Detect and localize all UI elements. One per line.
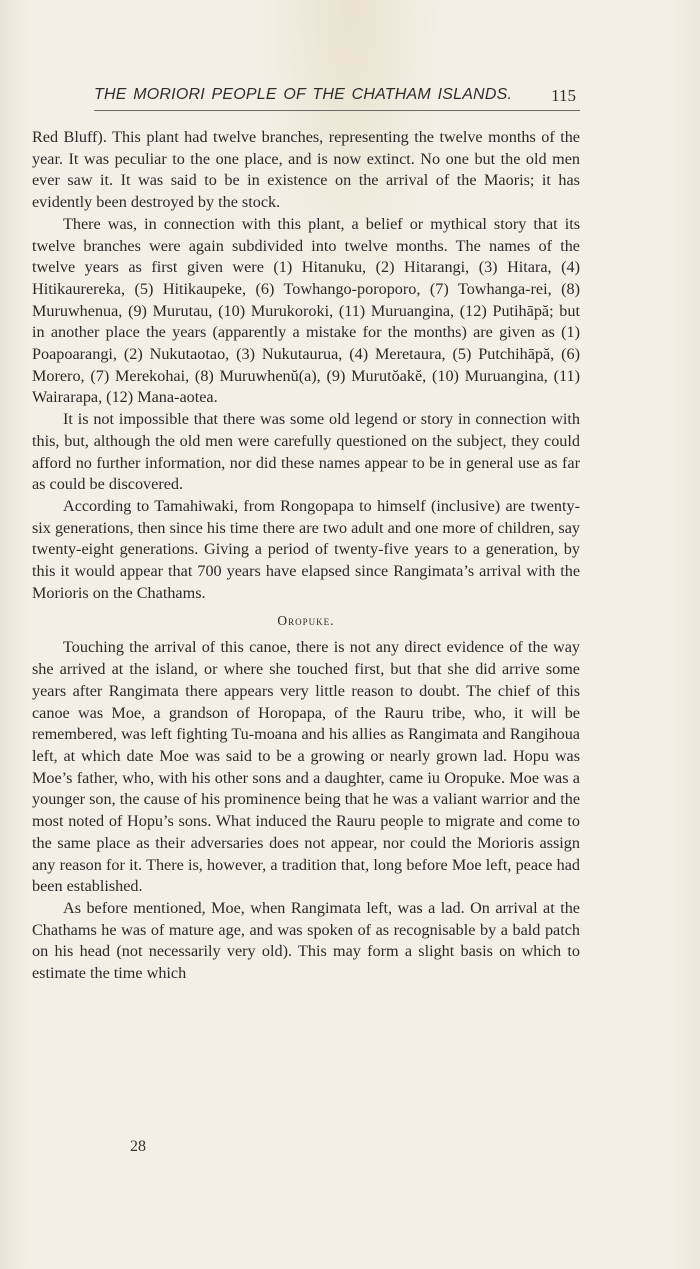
paragraph: There was, in connection with this plant, a belief or mythical story that its twelve branches were again subdivided into twelve months. The names of the twelve years as first given were (1) Hitanuku, (2) Hitarangi, (3) Hitara, (4) Hitikaurereka, (5) Hitikaupeke, (6) Towhango-poroporo, (7) Towhanga-rei, (8) Muruwhenua, (9) Murutau, (10) Murukoroki, (11) Muruangina, (12) Putihāpă; but in another place the years (apparently a mistake for the months) are given as (1) Poapoarangi, (2) Nukutaotao, (3) Nukutaurua, (4) Meretaura, (5) Putchihāpă, (6) Morero, (7) Merekohai, (8) Muruwhenŭ(a), (9) Murutŏakĕ, (10) Muruangina, (11) Wairarapa, (12) Mana-aotea. xyxy=(32,214,580,407)
paragraph: As before mentioned, Moe, when Rangimata left, was a lad. On arrival at the Chathams he was of mature age, and was spoken of as recognisable by a bald patch on his head (not necessarily very old). This may form a slight basis on which to estimate the time which xyxy=(32,898,580,983)
page-number: 115 xyxy=(551,86,576,105)
paragraph: It is not impossible that there was some old legend or story in connection with this, but, although the old men were carefully questioned on the subject, they could afford no further information, nor did these names appear to be in general use as far as could be discovered. xyxy=(32,410,580,494)
paragraph: Red Bluff). This plant had twelve branches, representing the twelve months of the year. It was peculiar to the one place, and is now extinct. No one but the old men ever saw it. It was said to be in existence on the arrival of the Maoris; it has evidently been destroyed by the stock. xyxy=(32,128,580,212)
paragraph: According to Tamahiwaki, from Rongopapa to himself (inclusive) are twenty-six generations, then since his time there are two adult and one more of children, say twenty-eight generations. Giving a period of twenty-five years to a generation, by this it would appear that 700 years have elapsed since Rangimata’s arrival with the Morioris on the Chathams. xyxy=(32,496,580,602)
section-heading: Oropuke. xyxy=(277,613,335,629)
paragraph: Touching the arrival of this canoe, there is not any direct evidence of the way she arrived at the island, or where she touched first, but that she did arrive some years after Rangimata there appears very little reason to doubt. The chief of this canoe was Moe, a grandson of Horopapa, of the Rauru tribe, who, it will be remembered, was left fighting Tu-moana and his allies as Rangimata and Rangihoua left, at which date Moe was said to be a growing or nearly grown lad. Hopu was Moe’s father, who, with his other sons and a daughter, came iu Oropuke. Moe was a younger son, the cause of his prominence being that he was a valiant warrior and the most noted of Hopu’s sons. What induced the Rauru people to migrate and come to the same place as their adversaries does not appear, nor could the Morioris assign any reason for it. There is, however, a tradition that, long before Moe left, peace had been established. xyxy=(32,638,580,896)
body-text xyxy=(32,127,580,985)
running-head: THE MORIORI PEOPLE OF THE CHATHAM ISLANDS. xyxy=(94,86,513,103)
signature-mark: 28 xyxy=(130,1138,146,1155)
page-header xyxy=(94,86,580,111)
